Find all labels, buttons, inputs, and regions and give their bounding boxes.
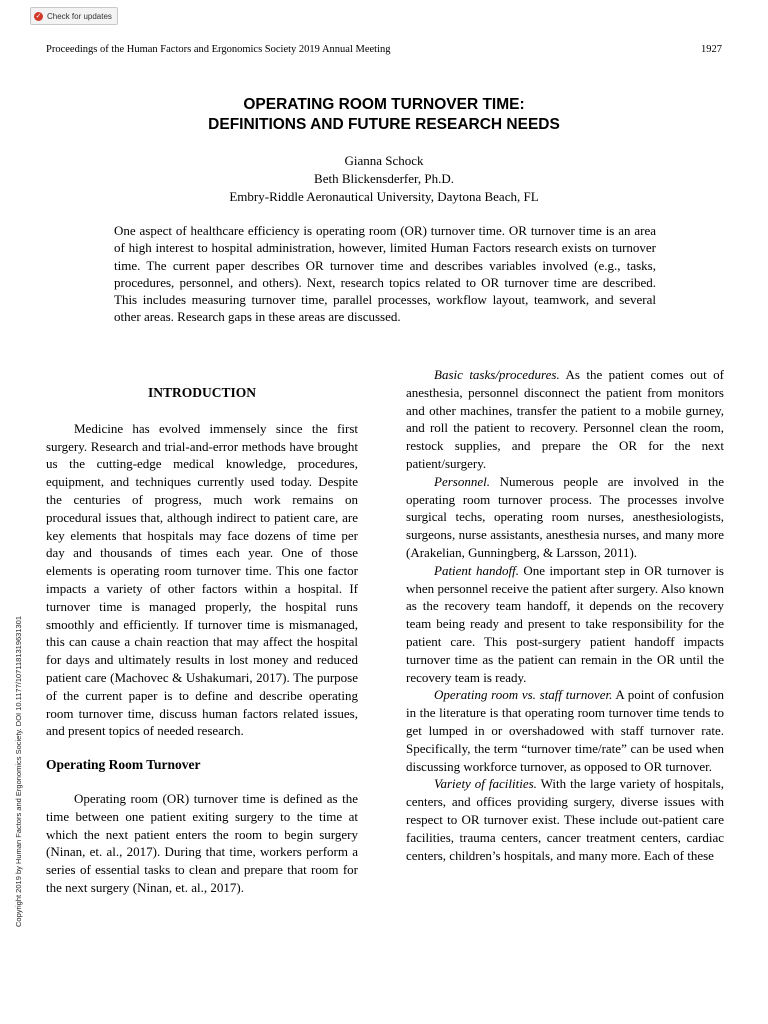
or-turnover-paragraph: Operating room (OR) turnover time is defined as the time between one patient exiting surgery to the time at which the next patient enters the room to begin surgery (Ninan, et. al., 2017). During that time, workers perform a series of essential tasks to clean and prepare that room for the next surgery (Ninan, et. al., 2017).	[46, 790, 358, 895]
affiliation: Embry-Riddle Aeronautical University, Daytona Beach, FL	[229, 189, 539, 204]
author-1: Gianna Schock	[344, 153, 424, 168]
paragraph-personnel	[406, 473, 724, 562]
abstract: One aspect of healthcare efficiency is operating room (OR) turnover time. OR turnover time is an area of high interest to hospital administration, however, limited Human Factors research exists on turnover time. The current paper describes OR turnover time and describes variables involved (e.g., tasks, procedures, personnel, and others). Next, research topics related to OR turnover time are described. This includes measuring turnover time, parallel processes, workflow layout, teamwork, and several other areas. Research gaps in these areas are discussed.	[114, 223, 656, 325]
lead-personnel: Personnel.	[434, 473, 490, 489]
paper-title	[0, 95, 768, 135]
update-check-icon: ✓	[35, 12, 42, 20]
lead-basic-tasks: Basic tasks/procedures.	[434, 367, 560, 382]
paragraph-or-vs-staff	[406, 686, 724, 775]
subsection-heading-or-turnover: Operating Room Turnover	[46, 757, 201, 773]
check-for-updates-label: Check for updates	[47, 11, 112, 21]
left-column	[46, 384, 358, 897]
text-patient-handoff: One important step in OR turnover is when personnel receive the patient after surgery. Also known as the recovery team handoff, it depends on the recovery team being ready and present to take responsibility for the patient care. This post-surgery patient handoff impacts turnover time as the patient can remain in the OR until the recovery team is ready.	[406, 562, 724, 685]
paragraph-basic-tasks	[406, 366, 724, 473]
copyright-sidebar: Copyright 2019 by Human Factors and Ergonomics Society. DOI 10.1177/1071181319631301	[14, 615, 23, 927]
page-number: 1927	[701, 44, 722, 55]
check-for-updates-button[interactable]	[30, 7, 118, 25]
lead-or-vs-staff: Operating room vs. staff turnover.	[434, 687, 613, 703]
lead-variety-facilities: Variety of facilities.	[434, 776, 537, 792]
section-heading-introduction: INTRODUCTION	[147, 385, 256, 400]
paragraph-variety-facilities	[406, 775, 724, 864]
right-column	[406, 366, 724, 864]
author-2: Beth Blickensderfer, Ph.D.	[314, 171, 454, 186]
text-basic-tasks: As the patient comes out of anesthesia, personnel disconnect the patient from monitors and other machines, transfer the patient to a mobile gurney, and roll the patient to recovery. Personnel clean the room, restock supplies, and prepare the OR for the next patient/surgery.	[406, 367, 724, 471]
title-line-1: OPERATING ROOM TURNOVER TIME:	[243, 96, 525, 113]
text-variety-facilities: With the large variety of hospitals, centers, and offices providing surgery, diverse issues with respect to OR turnover exist. These include out-patient care facilities, trauma centers, cancer treatment centers, cardiac centers, children’s hospitals, and many more. Each of these	[406, 776, 724, 863]
title-line-2: DEFINITIONS AND FUTURE RESEARCH NEEDS	[208, 116, 560, 133]
text-personnel: Numerous people are involved in the operating room turnover process. The processes involve surgical techs, operating room nurses, anesthesiologists, surgeons, nurse assistants, anesthesia nurses, and many more (Arakelian, Gunningberg, & Larsson, 2011).	[406, 473, 724, 560]
intro-paragraph: Medicine has evolved immensely since the first surgery. Research and trial-and-error methods have brought us the cutting-edge medical knowledge, procedures, equipment, and techniques currently used today. Despite the centuries of progress, much work remains on procedural issues that, although indirect to patient care, are key elements that hospitals may face dozens of time per day and thousands of times each year. One of those elements is operating room turnover time. This one factor impacts a variety of other factors within a hospital. If turnover time is managed properly, the hospital runs smoothly and efficiently. If turnover time is mismanaged, this can cause a chain reaction that may affect the hospital for days and ultimately results in lost money and reduced patient care (Machovec & Ushakumari, 2017). The purpose of the current paper is to define and describe operating room turnover time, discuss human factors related issues, and present topics of needed research.	[46, 420, 358, 739]
text-or-vs-staff: A point of confusion in the literature is that operating room turnover time tends to get lumped in or overshadowed with staff turnover rate. Specifically, the term “turnover time/rate” can be used when discussing workforce turnover, as opposed to OR turnover.	[406, 687, 724, 774]
paragraph-patient-handoff	[406, 562, 724, 687]
author-block	[0, 152, 768, 206]
running-head: Proceedings of the Human Factors and Ergonomics Society 2019 Annual Meeting	[46, 44, 391, 55]
lead-patient-handoff: Patient handoff.	[434, 562, 519, 578]
